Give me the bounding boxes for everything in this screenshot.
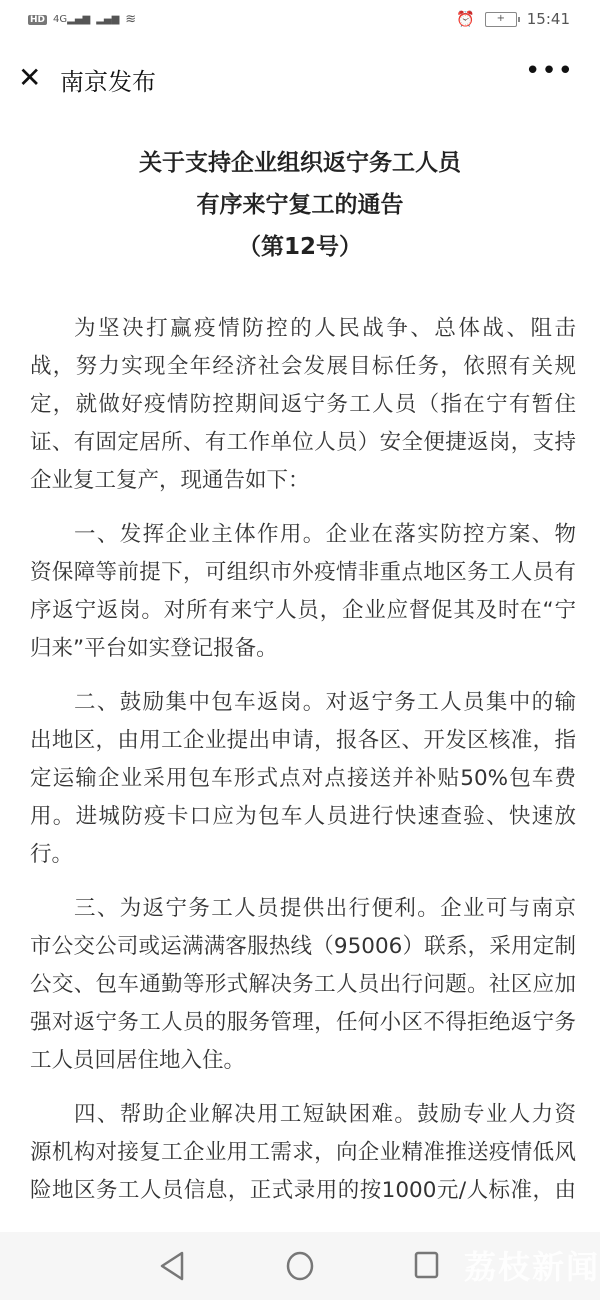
title-line: 关于支持企业组织返宁务工人员 <box>139 150 461 176</box>
paragraph <box>30 516 576 668</box>
paragraph-line: 源机构对接复工企业用工需求，向企业精准推送疫情低风 <box>30 1140 576 1165</box>
paragraph-line: 企业复工复产，现通告如下： <box>30 468 310 493</box>
alarm-icon: ⏰ <box>456 10 475 28</box>
hd-icon: HD <box>30 14 46 25</box>
paragraph <box>30 310 576 500</box>
paragraph <box>30 1096 576 1210</box>
paragraph <box>30 890 576 1080</box>
paragraph-line: 为坚决打赢疫情防控的人民战争、总体战、阻击 <box>74 316 576 341</box>
paragraph-line: 强对返宁务工人员的服务管理，任何小区不得拒绝返宁务 <box>30 1010 576 1035</box>
paragraph <box>30 684 576 874</box>
back-icon[interactable] <box>158 1250 186 1282</box>
battery-icon: + <box>485 12 517 27</box>
paragraph-line: 二、鼓励集中包车返岗。对返宁务工人员集中的输 <box>74 690 576 715</box>
paragraph-line: 用。进城防疫卡口应为包车人员进行快速查验、快速放 <box>30 804 576 829</box>
article-body <box>30 310 576 1226</box>
paragraph-line: 战，努力实现全年经济社会发展目标任务，依照有关规 <box>30 354 576 379</box>
paragraph-line: 资保障等前提下，可组织市外疫情非重点地区务工人员有 <box>30 560 576 585</box>
signal-4g-icon: 4G▂▄▆ <box>53 14 91 25</box>
recents-icon[interactable] <box>413 1250 441 1282</box>
status-bar <box>0 0 600 42</box>
paragraph-line: 公交、包车通勤等形式解决务工人员出行问题。社区应加 <box>30 972 576 997</box>
title-line: 有序来宁复工的通告 <box>196 192 404 218</box>
paragraph-line: 三、为返宁务工人员提供出行便利。企业可与南京 <box>74 896 576 921</box>
paragraph-line: 险地区务工人员信息，正式录用的按1000元/人标准，由 <box>30 1178 576 1203</box>
paragraph-line: 出地区，由用工企业提出申请，报各区、开发区核准，指 <box>30 728 576 753</box>
article-title <box>0 142 600 268</box>
system-nav-bar <box>0 1232 600 1300</box>
home-icon[interactable] <box>285 1250 315 1282</box>
paragraph-line: 四、帮助企业解决用工短缺困难。鼓励专业人力资 <box>74 1102 576 1127</box>
wifi-icon: ≋ <box>125 12 137 27</box>
signal-icon: ▂▄▆ <box>96 14 120 25</box>
nav-bar <box>0 50 600 108</box>
paragraph-line: 证、有固定居所、有工作单位人员）安全便捷返岗，支持 <box>30 430 576 455</box>
paragraph-line: 行。 <box>30 842 74 867</box>
more-icon[interactable]: ••• <box>524 56 574 86</box>
paragraph-line: 市公交公司或运满满客服热线（95006）联系，采用定制 <box>30 934 576 959</box>
watermark: 荔枝新闻 <box>463 1248 600 1286</box>
paragraph-line: 一、发挥企业主体作用。企业在落实防控方案、物 <box>74 522 576 547</box>
paragraph-line: 工人员回居住地入住。 <box>30 1048 246 1073</box>
paragraph-line: 归来”平台如实登记报备。 <box>30 636 278 661</box>
paragraph-line: 序返宁返岗。对所有来宁人员，企业应督促其及时在“宁 <box>30 598 576 623</box>
clock: 15:41 <box>526 10 570 28</box>
close-icon[interactable]: ✕ <box>18 61 42 94</box>
paragraph-line: 定，就做好疫情防控期间返宁务工人员（指在宁有暂住 <box>30 392 576 417</box>
paragraph-line: 定运输企业采用包车形式点对点接送并补贴50%包车费 <box>30 766 576 791</box>
nav-title: 南京发布 <box>60 68 156 96</box>
title-line: （第12号） <box>237 234 362 260</box>
